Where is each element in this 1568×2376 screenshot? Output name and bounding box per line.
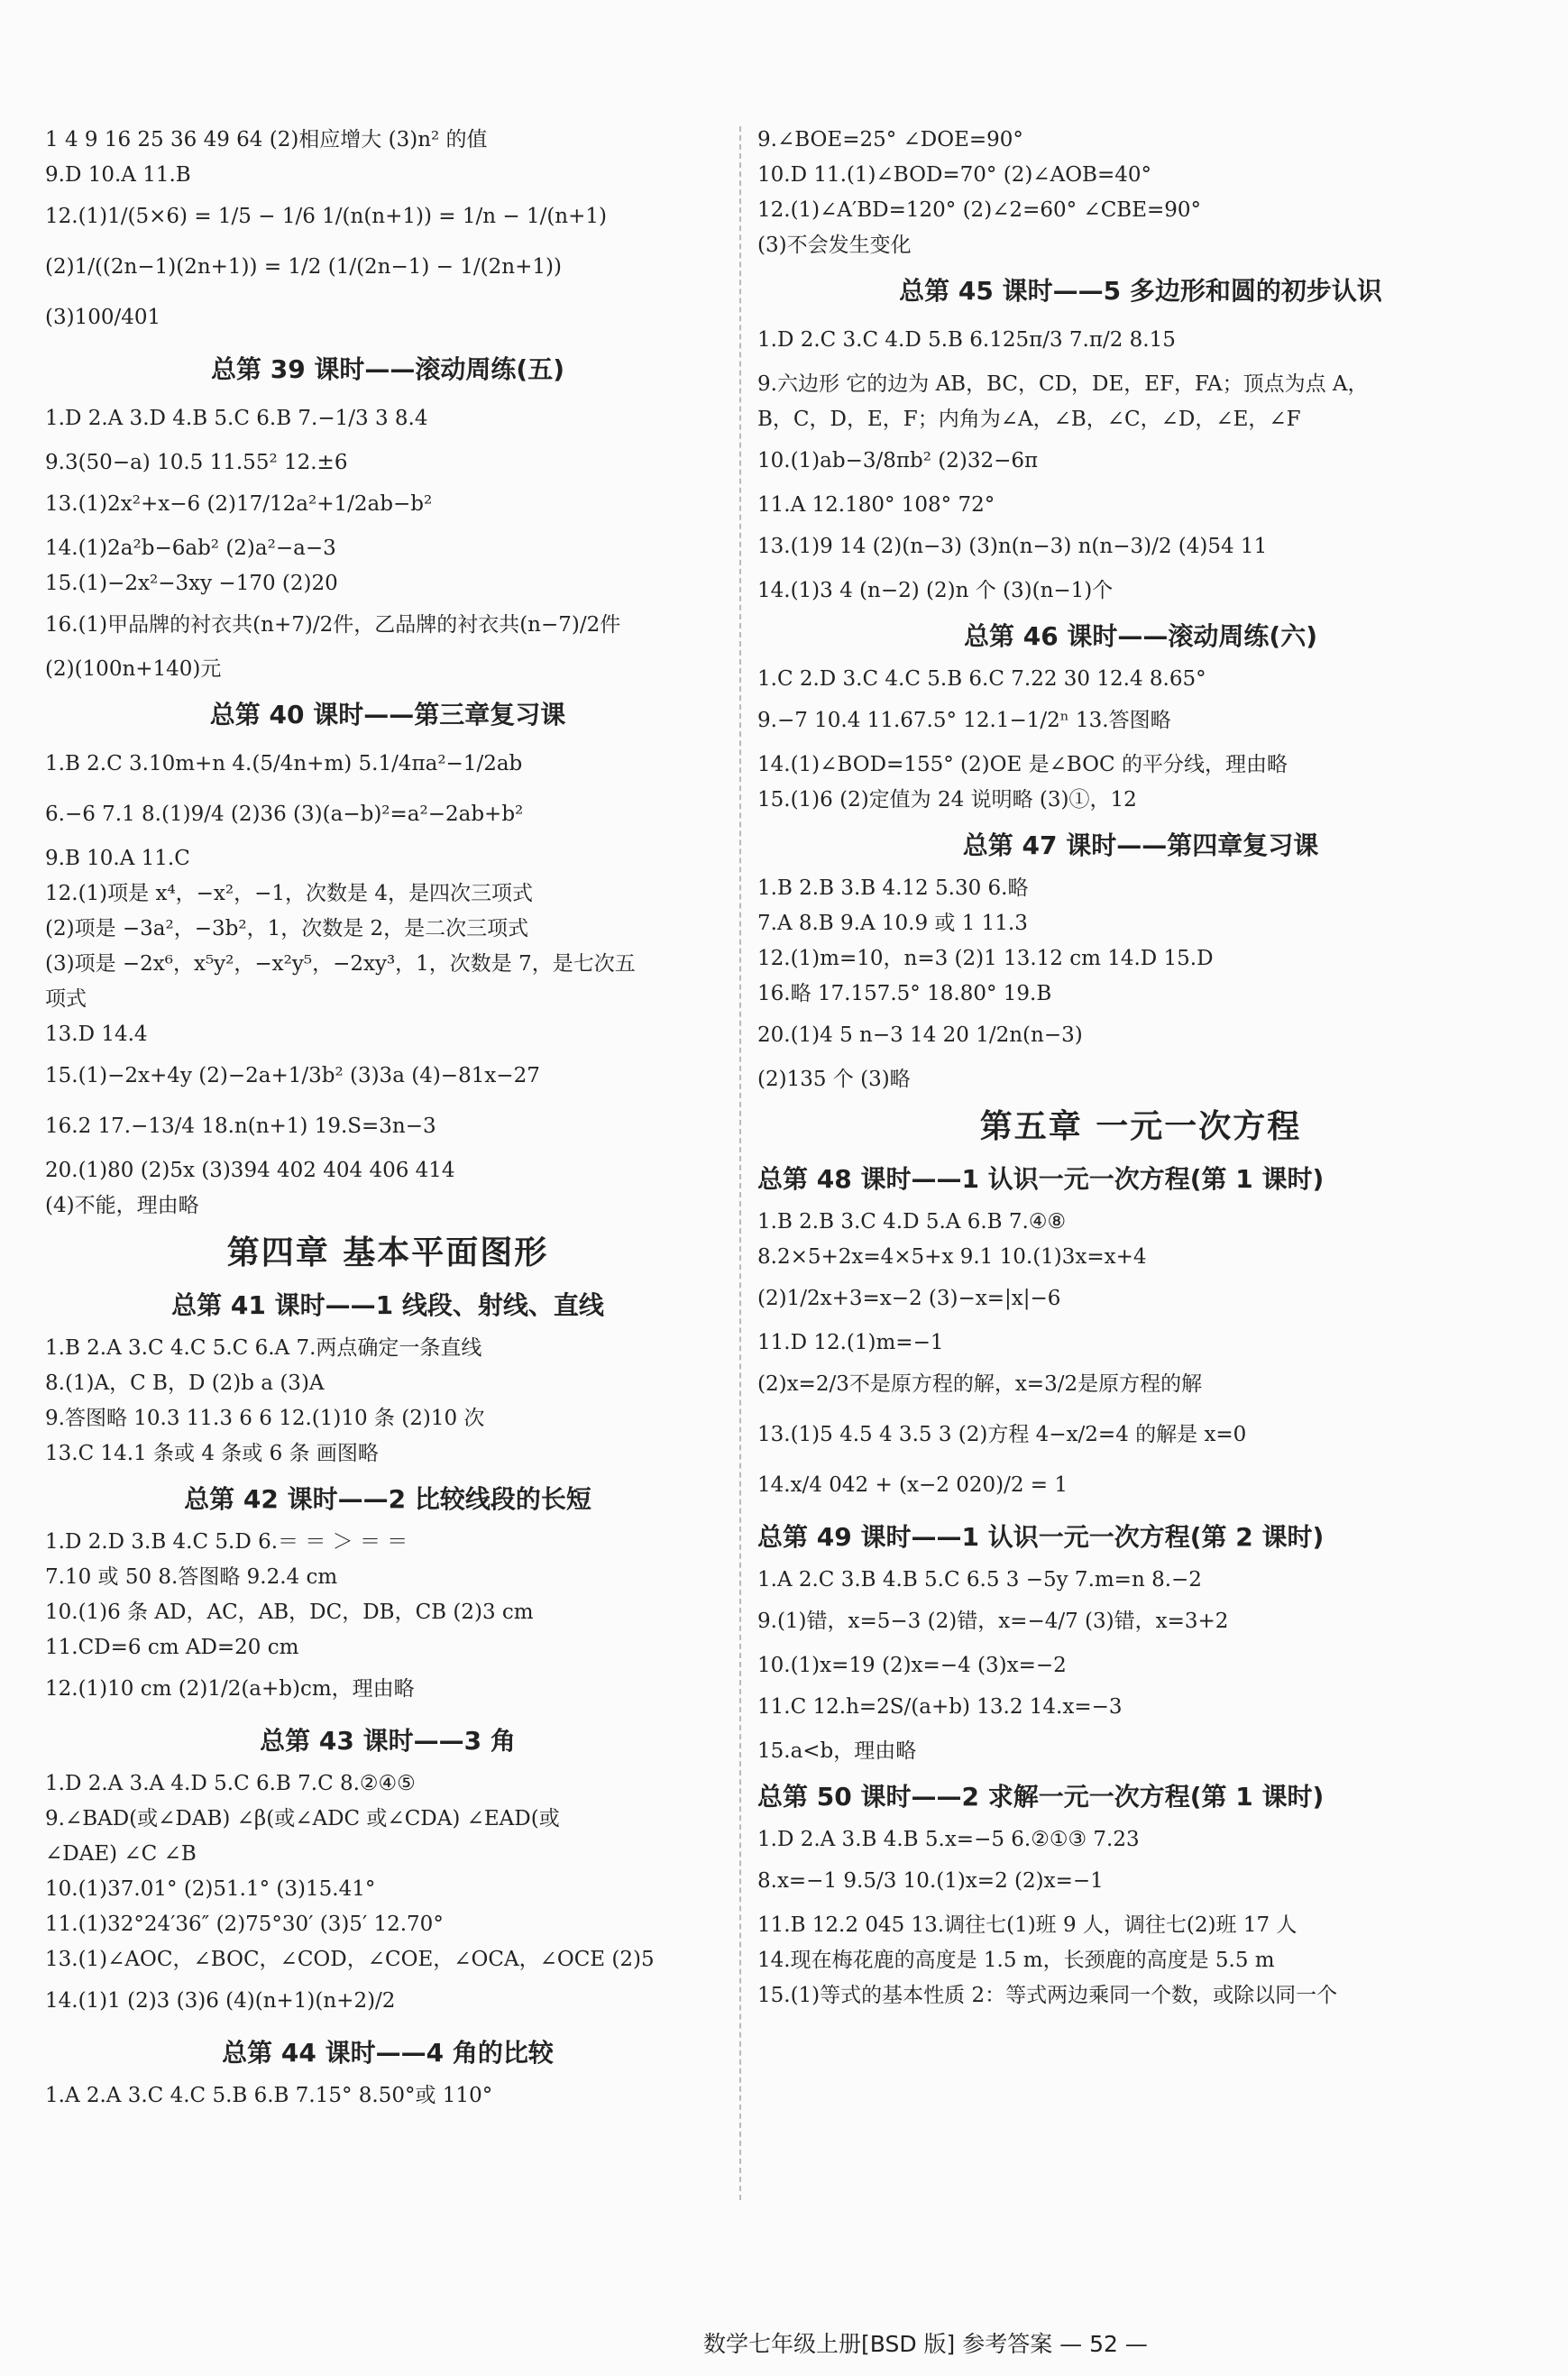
answer-line: 16.(1)甲品牌的衬衣共(n+7)/2件，乙品牌的衬衣共(n−7)/2件 (45, 613, 621, 637)
answer-line: 11.CD=6 cm AD=20 cm (45, 1636, 299, 1659)
answer-line: 15.a<b，理由略 (757, 1739, 917, 1763)
answer-line: 9.B 10.A 11.C (45, 847, 190, 870)
answer-line: 11.D 12.(1)m=−1 (757, 1331, 944, 1354)
answer-line: 12.(1)m=10，n=3 (2)1 13.12 cm 14.D 15.D (757, 947, 1214, 970)
answer-line: 15.(1)−2x²−3xy −170 (2)20 (45, 572, 338, 595)
answer-line: 15.(1)−2x+4y (2)−2a+1/3b² (3)3a (4)−81x−27 (45, 1064, 540, 1087)
answer-line: 9.3(50−a) 10.5 11.55² 12.±6 (45, 451, 348, 474)
answer-line: 13.(1)5 4.5 4 3.5 3 (2)方程 4−x/2=4 的解是 x=0 (757, 1423, 1247, 1446)
answer-line: (2)x=2/3不是原方程的解，x=3/2是原方程的解 (757, 1372, 1203, 1396)
answer-line: 14.(1)1 (2)3 (3)6 (4)(n+1)(n+2)/2 (45, 1989, 396, 2013)
answer-line: 12.(1)1/(5×6) = 1/5 − 1/6 1/(n(n+1)) = 1/n − 1/(n+1) (45, 205, 607, 228)
answer-line: 7.A 8.B 9.A 10.9 或 1 11.3 (757, 912, 1028, 935)
column-divider (739, 126, 741, 2200)
answer-line: (3)100/401 (45, 306, 161, 329)
answer-line: 10.(1)ab−3/8πb² (2)32−6π (757, 449, 1039, 472)
answer-column-left (45, 124, 730, 2115)
answer-line: 15.(1)等式的基本性质 2：等式两边乘同一个数，或除以同一个 (757, 1984, 1338, 2007)
answer-line: 16.2 17.−13/4 18.n(n+1) 19.S=3n−3 (45, 1115, 436, 1138)
answer-line: 15.(1)6 (2)定值为 24 说明略 (3)①，12 (757, 788, 1137, 812)
answer-line: 10.(1)6 条 AD，AC，AB，DC，DB，CB (2)3 cm (45, 1601, 534, 1624)
lesson-heading: 总第 43 课时——3 角 (260, 1726, 516, 1756)
answer-line: 10.(1)x=19 (2)x=−4 (3)x=−2 (757, 1654, 1067, 1677)
answer-line: 9.−7 10.4 11.67.5° 12.1−1/2ⁿ 13.答图略 (757, 709, 1171, 732)
answer-line: (3)项是 −2x⁶，x⁵y²，−x²y⁵，−2xy³，1，次数是 7，是七次五 (45, 952, 636, 976)
answer-line: 13.(1)∠AOC，∠BOC，∠COD，∠COE，∠OCA，∠OCE (2)5 (45, 1948, 655, 1971)
answer-line: 20.(1)4 5 n−3 14 20 1/2n(n−3) (757, 1023, 1083, 1047)
lesson-heading: 总第 40 课时——第三章复习课 (209, 700, 566, 729)
lesson-heading: 总第 47 课时——第四章复习课 (962, 830, 1319, 860)
answer-line: 9.D 10.A 11.B (45, 163, 191, 187)
answer-line: 10.(1)37.01° (2)51.1° (3)15.41° (45, 1877, 376, 1901)
answer-line: (2)1/2x+3=x−2 (3)−x=|x|−6 (757, 1287, 1061, 1310)
answer-line: 9.(1)错，x=5−3 (2)错，x=−4/7 (3)错，x=3+2 (757, 1610, 1229, 1633)
answer-line: 1.C 2.D 3.C 4.C 5.B 6.C 7.22 30 12.4 8.65° (757, 667, 1206, 691)
answer-line: 8.2×5+2x=4×5+x 9.1 10.(1)3x=x+4 (757, 1245, 1147, 1269)
answer-line: 1.B 2.C 3.10m+n 4.(5/4n+m) 5.1/4πa²−1/2ab (45, 752, 523, 775)
answer-line: 1.B 2.B 3.C 4.D 5.A 6.B 7.④⑧ (757, 1210, 1067, 1234)
answer-line: (2)1/((2n−1)(2n+1)) = 1/2 (1/(2n−1) − 1/(2n+1)) (45, 255, 562, 279)
answer-line: 1.A 2.C 3.B 4.B 5.C 6.5 3 −5y 7.m=n 8.−2 (757, 1568, 1202, 1592)
answer-line: 14.现在梅花鹿的高度是 1.5 m，长颈鹿的高度是 5.5 m (757, 1949, 1275, 1972)
answer-line: 1.D 2.C 3.C 4.D 5.B 6.125π/3 7.π/2 8.15 (757, 328, 1176, 352)
answer-line: 7.10 或 50 8.答图略 9.2.4 cm (45, 1565, 338, 1589)
answer-line: 8.x=−1 9.5/3 10.(1)x=2 (2)x=−1 (757, 1869, 1104, 1893)
lesson-heading: 总第 44 课时——4 角的比较 (222, 2038, 554, 2068)
answer-line: 1.D 2.A 3.D 4.B 5.C 6.B 7.−1/3 3 8.4 (45, 407, 428, 430)
answer-line: 1.B 2.B 3.B 4.12 5.30 6.略 (757, 876, 1029, 900)
answer-line: 13.D 14.4 (45, 1023, 148, 1046)
answer-line: 11.C 12.h=2S/(a+b) 13.2 14.x=−3 (757, 1695, 1123, 1719)
answer-line: 8.(1)A，C B，D (2)b a (3)A (45, 1371, 325, 1395)
page-footer: 数学七年级上册[BSD 版] 参考答案 — 52 — (703, 2331, 1148, 2357)
answer-line: 项式 (45, 987, 87, 1011)
lesson-heading: 总第 42 课时——2 比较线段的长短 (184, 1484, 591, 1514)
lesson-heading: 总第 45 课时——5 多边形和圆的初步认识 (899, 276, 1382, 306)
answer-line: 14.x/4 042 + (x−2 020)/2 = 1 (757, 1473, 1068, 1497)
answer-line: 9.∠BAD(或∠DAB) ∠β(或∠ADC 或∠CDA) ∠EAD(或 (45, 1807, 560, 1830)
answer-line: (2)135 个 (3)略 (757, 1068, 911, 1091)
chapter-title: 第四章 基本平面图形 (226, 1234, 549, 1271)
lesson-heading: 总第 39 课时——滚动周练(五) (210, 354, 565, 384)
answer-line: (3)不会发生变化 (757, 234, 912, 257)
answer-line: 14.(1)∠BOD=155° (2)OE 是∠BOC 的平分线，理由略 (757, 753, 1288, 776)
answer-line: 12.(1)10 cm (2)1/2(a+b)cm，理由略 (45, 1677, 415, 1701)
answer-line: 9.六边形 它的边为 AB，BC，CD，DE，EF，FA；顶点为点 A， (757, 372, 1369, 396)
answer-line: B，C，D，E，F；内角为∠A，∠B，∠C，∠D，∠E，∠F (757, 408, 1301, 431)
answer-line: 9.答图略 10.3 11.3 6 6 12.(1)10 条 (2)10 次 (45, 1407, 485, 1430)
lesson-heading: 总第 41 课时——1 线段、射线、直线 (171, 1290, 604, 1320)
chapter-title: 第五章 一元一次方程 (979, 1108, 1302, 1145)
answer-line: 20.(1)80 (2)5x (3)394 402 404 406 414 (45, 1159, 455, 1182)
lesson-heading: 总第 46 课时——滚动周练(六) (963, 621, 1318, 651)
answer-line: 13.C 14.1 条或 4 条或 6 条 画图略 (45, 1442, 379, 1465)
answer-line: 1 4 9 16 25 36 49 64 (2)相应增大 (3)n² 的值 (45, 128, 488, 151)
answer-line: 11.A 12.180° 108° 72° (757, 493, 995, 517)
answer-line: 12.(1)项是 x⁴，−x²，−1，次数是 4，是四次三项式 (45, 882, 533, 905)
answer-line: 12.(1)∠A′BD=120° (2)∠2=60° ∠CBE=90° (757, 198, 1202, 222)
answer-line: 11.B 12.2 045 13.调往七(1)班 9 人，调往七(2)班 17 人 (757, 1913, 1297, 1937)
lesson-heading: 总第 48 课时——1 认识一元一次方程(第 1 课时) (757, 1164, 1325, 1194)
answer-line: 11.(1)32°24′36″ (2)75°30′ (3)5′ 12.70° (45, 1913, 444, 1936)
answer-line: 9.∠BOE=25° ∠DOE=90° (757, 128, 1023, 151)
answer-line: 6.−6 7.1 8.(1)9/4 (2)36 (3)(a−b)²=a²−2ab+b² (45, 803, 524, 826)
answer-line: 1.D 2.A 3.B 4.B 5.x=−5 6.②①③ 7.23 (757, 1828, 1140, 1851)
answer-line: 13.(1)2x²+x−6 (2)17/12a²+1/2ab−b² (45, 492, 433, 516)
answer-line: 1.A 2.A 3.C 4.C 5.B 6.B 7.15° 8.50°或 110° (45, 2084, 493, 2107)
answer-line: 16.略 17.157.5° 18.80° 19.B (757, 982, 1052, 1005)
answer-line: 14.(1)2a²b−6ab² (2)a²−a−3 (45, 537, 336, 560)
answer-line: ∠DAE) ∠C ∠B (45, 1842, 197, 1866)
answer-line: 10.D 11.(1)∠BOD=70° (2)∠AOB=40° (757, 163, 1151, 187)
answer-line: (4)不能，理由略 (45, 1194, 199, 1217)
answer-line: 14.(1)3 4 (n−2) (2)n 个 (3)(n−1)个 (757, 579, 1114, 602)
answer-line: 1.D 2.D 3.B 4.C 5.D 6.＝ ＝ ＞ ＝ ＝ (45, 1530, 408, 1554)
answer-line: 1.D 2.A 3.A 4.D 5.C 6.B 7.C 8.②④⑤ (45, 1772, 416, 1795)
lesson-heading: 总第 50 课时——2 求解一元一次方程(第 1 课时) (757, 1782, 1325, 1812)
answer-column-right (757, 124, 1524, 2015)
answer-line: (2)(100n+140)元 (45, 657, 222, 681)
answer-line: (2)项是 −3a²，−3b²，1，次数是 2，是二次三项式 (45, 917, 529, 940)
answer-line: 1.B 2.A 3.C 4.C 5.C 6.A 7.两点确定一条直线 (45, 1336, 482, 1360)
answer-line: 13.(1)9 14 (2)(n−3) (3)n(n−3) n(n−3)/2 (4)54 11 (757, 535, 1268, 558)
lesson-heading: 总第 49 课时——1 认识一元一次方程(第 2 课时) (757, 1522, 1325, 1552)
